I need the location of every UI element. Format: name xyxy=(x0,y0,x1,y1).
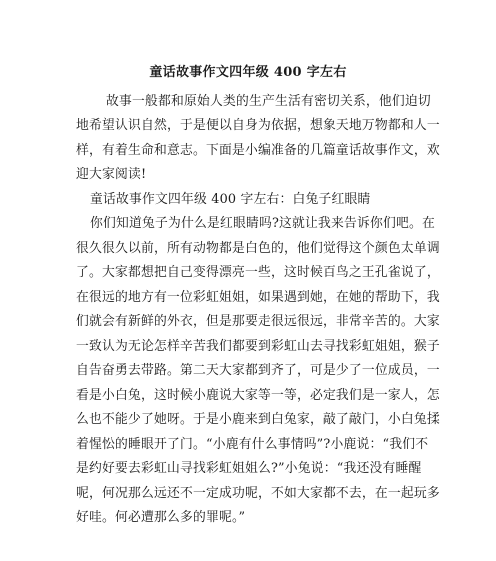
document-title: 童话故事作文四年级 400 字左右 xyxy=(149,65,347,80)
intro-line-1: 故事一般都和原始人类的生产生活有密切关系，他们迫切 xyxy=(106,94,431,109)
body-line-2: 很久很久以前，所有动物都是白色的，他们觉得这个颜色太单调 xyxy=(76,241,440,256)
body-line-12: 呢，何况那么远还不一定成功呢，不如大家都不去，在一起玩多 xyxy=(76,486,440,501)
body-line-5: 们就会有新鲜的外衣，但是那要走很远很远，非常辛苦的。大家 xyxy=(76,314,440,329)
body-line-1: 你们知道兔子为什么是红眼睛吗?这就让我来告诉你们吧。在 xyxy=(90,216,435,231)
body-line-8: 看是小白兔，这时候小鹿说大家等一等，必定我们是一家人，怎 xyxy=(76,388,440,403)
body-line-11: 是约好要去彩虹山寻找彩虹姐姐么?”小兔说：“我还没有睡醒 xyxy=(76,461,422,476)
body-line-9: 么也不能少了她呀。于是小鹿来到白兔家，敲了敲门，小白兔揉 xyxy=(76,412,440,427)
section-subheading: 童话故事作文四年级 400 字左右：白兔子红眼睛 xyxy=(90,192,371,207)
body-line-3: 了。大家都想把自己变得漂亮一些，这时候百鸟之王孔雀说了， xyxy=(76,265,440,280)
intro-line-4: 迎大家阅读! xyxy=(76,167,147,182)
body-line-7: 自告奋勇去带路。第二天大家都到齐了，可是少了一位成员，一 xyxy=(76,363,440,378)
body-line-13: 好哇。何必遭那么多的罪呢。” xyxy=(76,510,246,525)
body-line-10: 着惺忪的睡眼开了门。“小鹿有什么事情吗”?小鹿说：“我们不 xyxy=(76,437,429,452)
intro-line-2: 地希望认识自然，于是便以自身为依据，想象天地万物都和人一 xyxy=(76,118,440,133)
body-line-4: 在很远的地方有一位彩虹姐姐，如果遇到她，在她的帮助下，我 xyxy=(76,290,440,305)
intro-line-3: 样，有着生命和意志。下面是小编准备的几篇童话故事作文，欢 xyxy=(76,143,440,158)
body-line-6: 一致认为无论怎样辛苦我们都要到彩虹山去寻找彩虹姐姐，猴子 xyxy=(76,339,440,354)
